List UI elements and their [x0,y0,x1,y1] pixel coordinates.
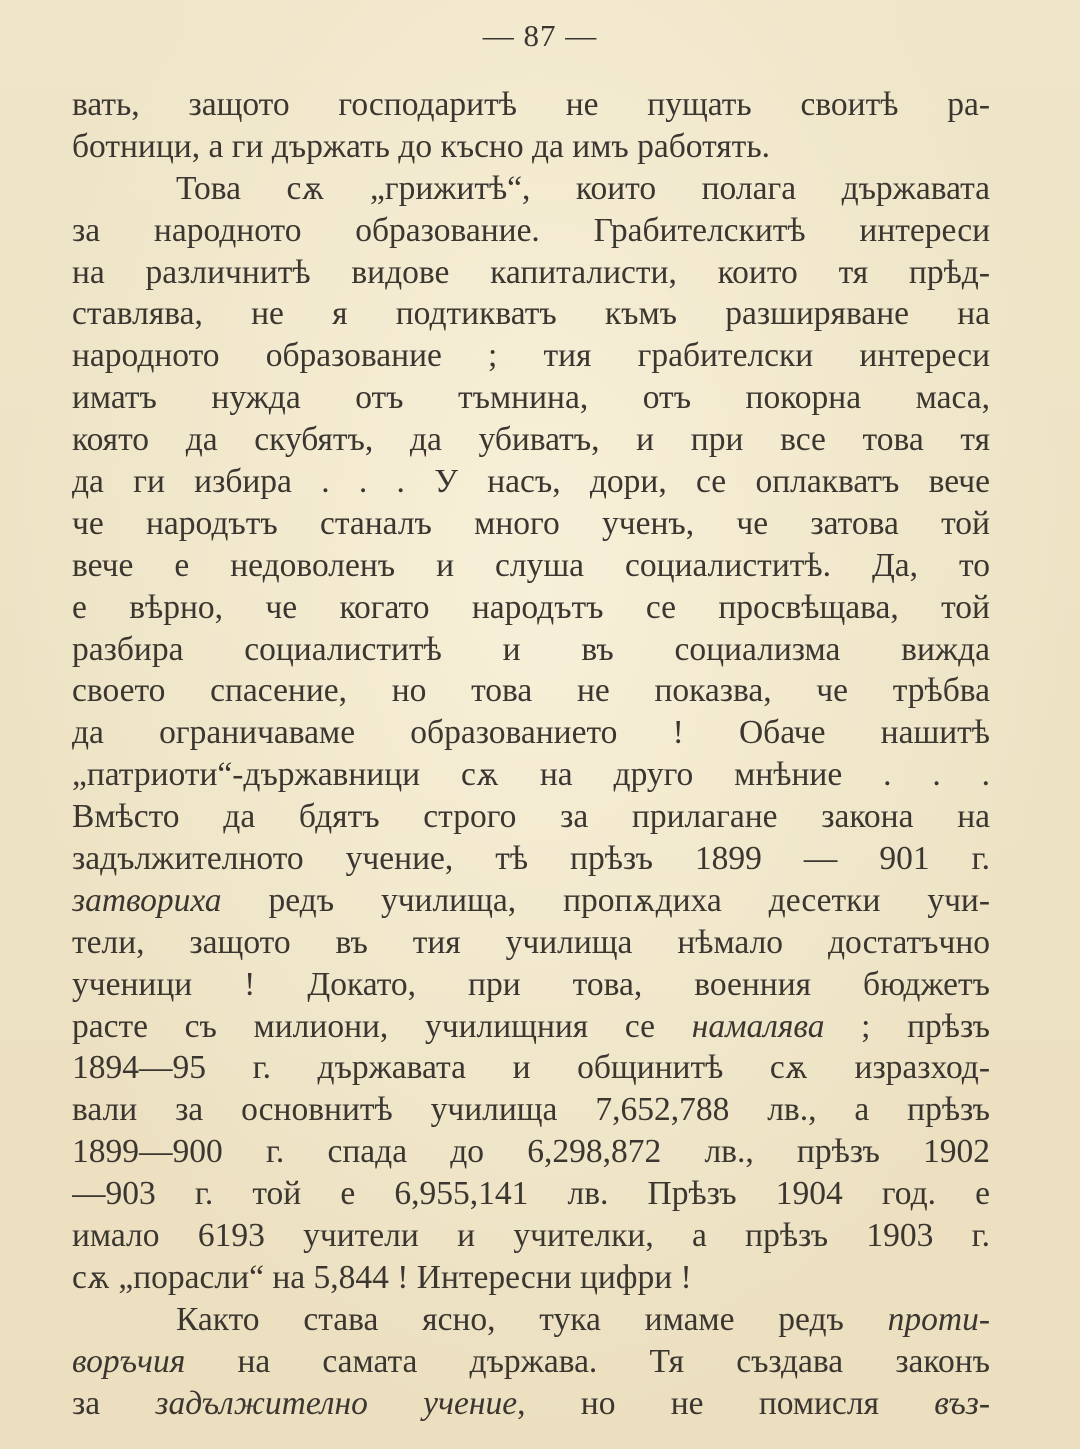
italic-word: проти- [887,1300,990,1338]
text-line: Вмѣсто да бдятъ строго за прилагане закона на [72,798,990,836]
text-line: тели, защото въ тия училища нѣмало достатъчно [72,923,990,961]
italic-word: затвориха [72,881,222,919]
text-line: вече е недоволенъ и слуша социалиститѣ. Да, то [72,546,990,584]
text-line: „патриоти“-държавници сѫ на друго мнѣние . . . [72,756,990,794]
line-text: расте съ милиони, училищния се [72,1007,692,1045]
text-line: 1894—95 г. държавата и общинитѣ сѫ изразход- [72,1049,990,1087]
text-line: 1899—900 г. спада до 6,298,872 лв., прѣзъ 1902 [72,1133,990,1171]
text-line: народното образование ; тия грабителски интереси [72,337,990,375]
line-text: за [72,1384,156,1422]
text-line: сѫ „порасли“ на 5,844 ! Интересни цифри ! [72,1258,692,1296]
text-line: —903 г. той е 6,955,141 лв. Прѣзъ 1904 год. е [72,1175,990,1213]
italic-word: воръчия [72,1342,186,1380]
text-line: ставлява, не я подтикватъ къмъ разширяване на [72,295,990,333]
text-line: да ограничаваме образованието ! Обаче нашитѣ [72,714,990,752]
text-line: вать, защото господаритѣ не пущать своитѣ ра- [72,86,990,123]
line-text: ; прѣзъ [824,1007,990,1045]
text-line [72,1006,990,1048]
text-line [72,1341,990,1383]
text-line [72,1383,990,1425]
text-line: Това сѫ „грижитѣ“, които полага държавата [176,169,990,207]
text-line [72,1299,990,1341]
text-line: да ги избира . . . У насъ, дори, се оплакватъ вече [72,463,990,501]
text-line: иматъ нужда отъ тъмнина, отъ покорна маса, [72,379,990,417]
text-line: която да скубятъ, да убиватъ, и при все това тя [72,421,990,459]
text-line: ботници, а ги държать до късно да имъ работять. [72,127,770,165]
text-line: ученици ! Докато, при това, военния бюджетъ [72,965,990,1003]
line-text: Както става ясно, тука имаме редъ [176,1300,888,1338]
line-text: на самата държава. Тя създава законъ [185,1342,990,1380]
text-line [72,880,990,922]
text-line: че народътъ станалъ много ученъ, че затова той [72,504,990,542]
text-line: разбира социалиститѣ и въ социализма вижда [72,630,990,668]
body-text [72,84,990,1425]
text-line: имало 6193 учители и учителки, а прѣзъ 1903 г. [72,1217,990,1255]
text-line: на различнитѣ видове капиталисти, които тя прѣд- [72,253,990,291]
line-text: редъ училища, пропѫдиха десетки учи- [221,881,990,919]
italic-word: задължително учение [155,1384,518,1422]
text-line: своето спасение, но това не показва, че трѣбва [72,672,990,710]
text-line: за народното образование. Грабителскитѣ интереси [72,211,990,249]
italic-word: въз- [934,1384,990,1422]
text-line: е вѣрно, че когато народътъ се просвѣщава, той [72,588,990,626]
italic-word: намалява [691,1007,825,1045]
text-line: вали за основнитѣ училища 7,652,788 лв., а прѣзъ [72,1091,990,1129]
text-line: задължителното учение, тѣ прѣзъ 1899 — 901 г. [72,840,990,878]
page-number: — 87 — [482,18,598,53]
line-text: , но не помисля [517,1384,935,1422]
